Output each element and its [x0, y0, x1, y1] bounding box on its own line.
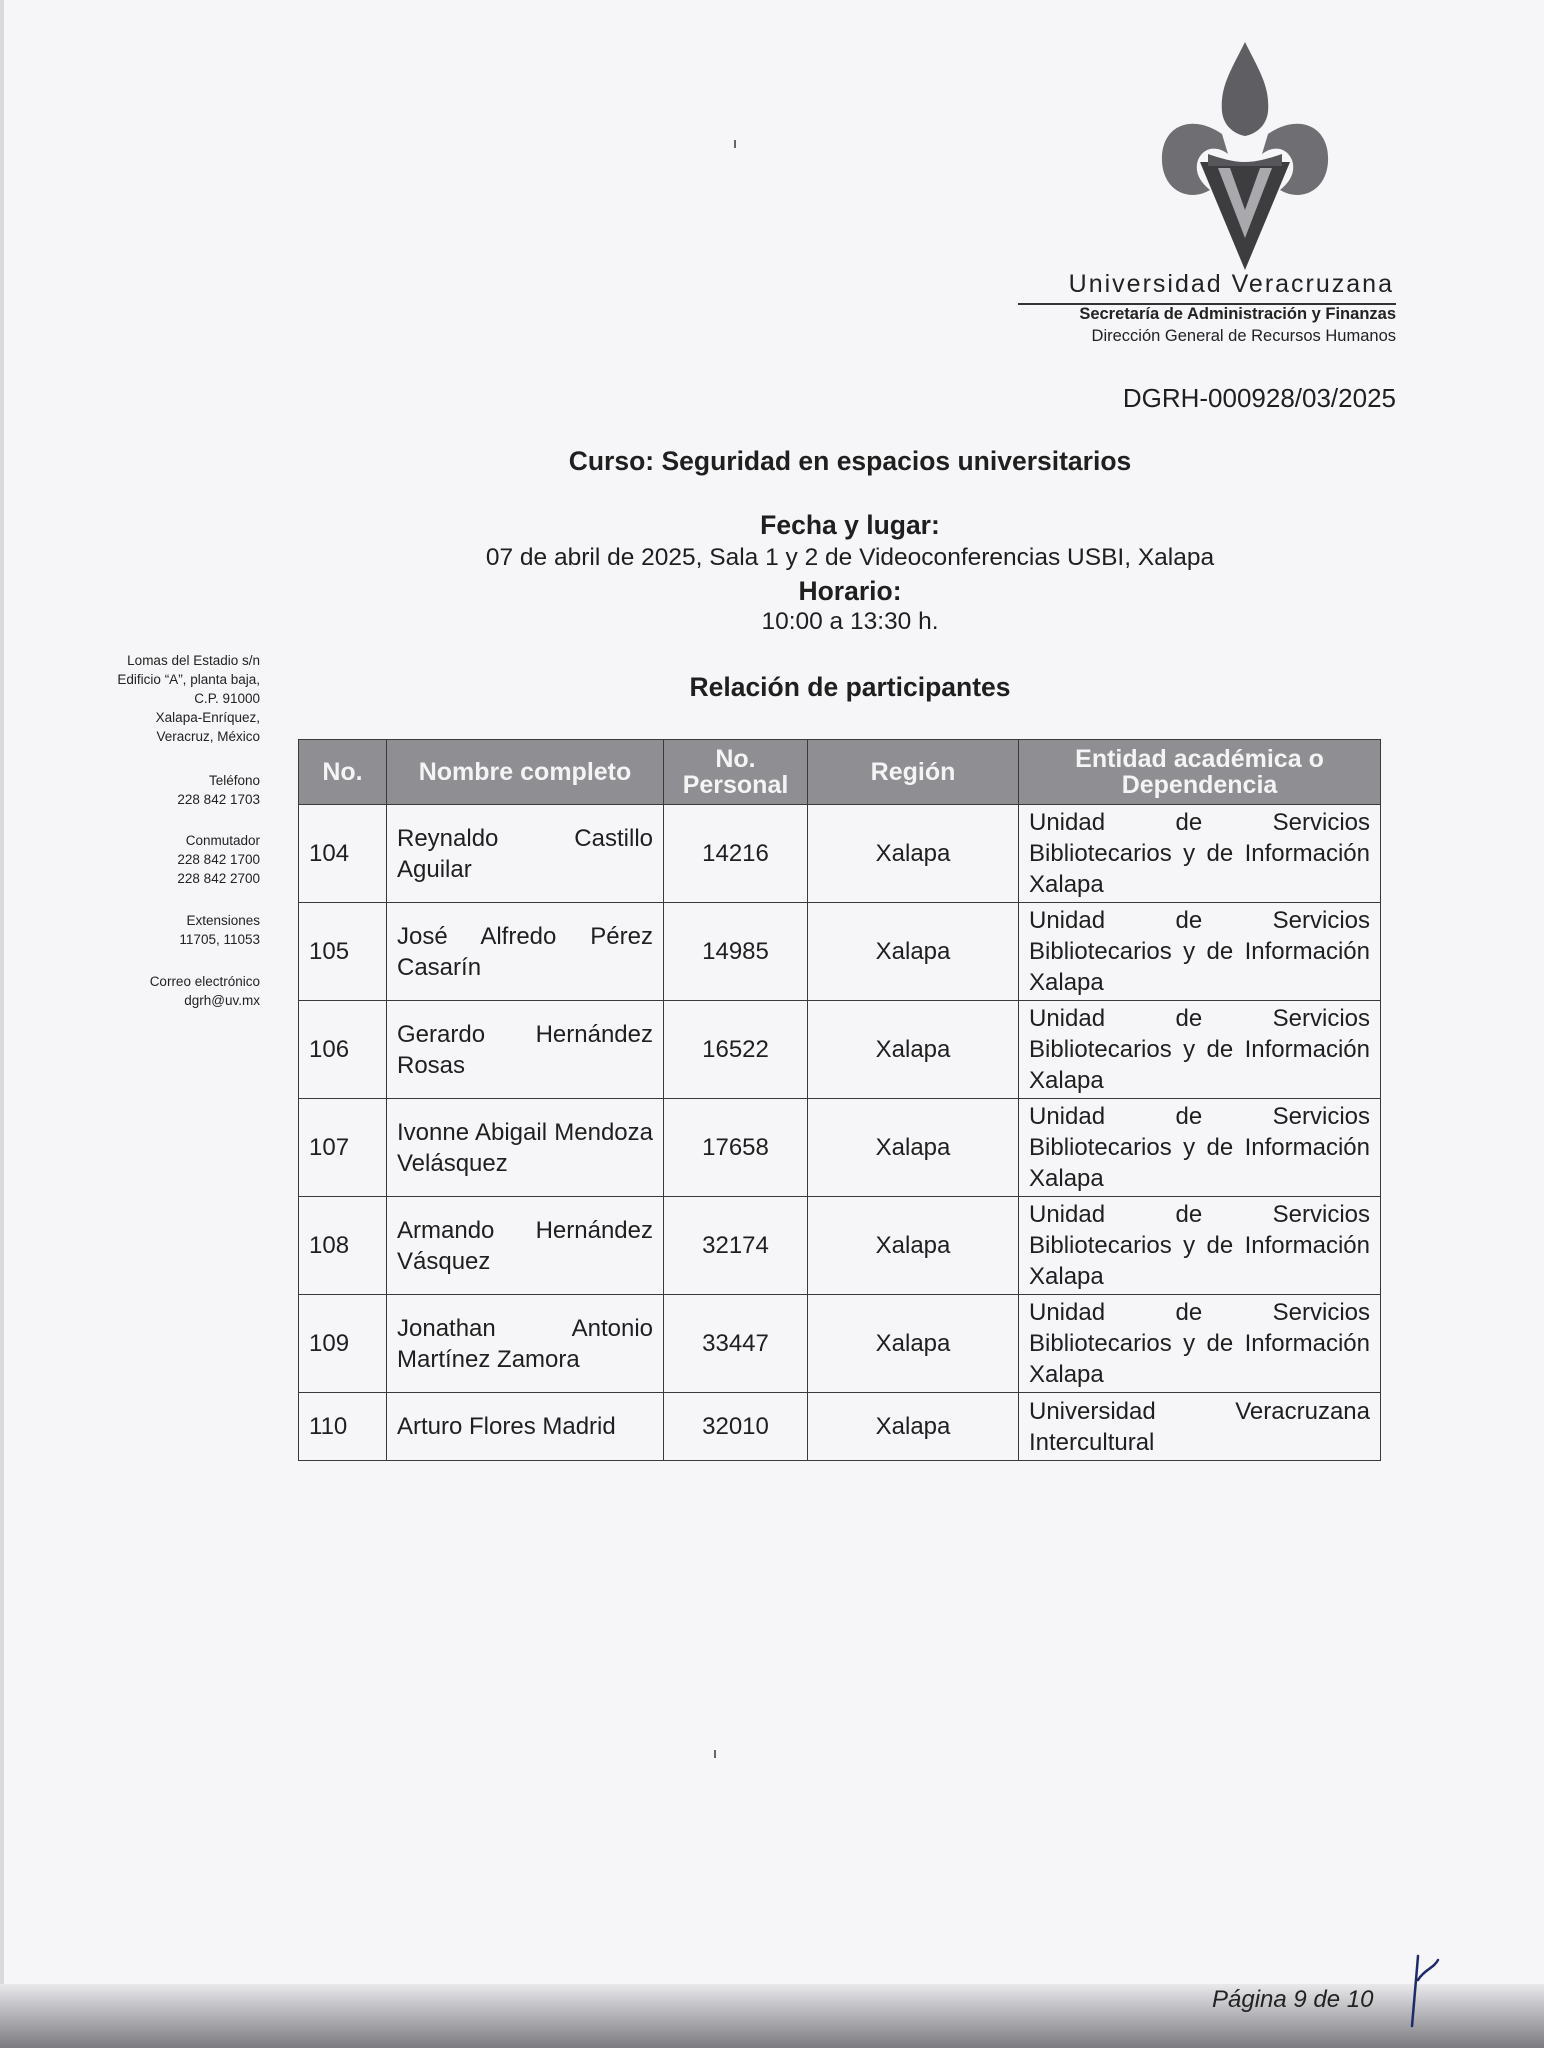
cell-no: 104 [299, 805, 387, 903]
sidebar-extensions [20, 911, 260, 949]
cell-personal: 32174 [664, 1197, 808, 1295]
cell-personal: 14216 [664, 805, 808, 903]
address-line: C.P. 91000 [194, 691, 260, 706]
table-row [299, 903, 1381, 1001]
cell-no: 107 [299, 1099, 387, 1197]
address-line: Xalapa-Enríquez, [155, 710, 260, 725]
cell-region: Xalapa [808, 805, 1019, 903]
table-row [299, 805, 1381, 903]
cell-entity: Universidad Veracruzana Intercultural [1019, 1393, 1381, 1461]
cell-no: 105 [299, 903, 387, 1001]
cell-no: 106 [299, 1001, 387, 1099]
cell-no: 110 [299, 1393, 387, 1461]
time-value: 10:00 a 13:30 h. [761, 608, 939, 635]
cell-personal: 16522 [664, 1001, 808, 1099]
cell-region: Xalapa [808, 1197, 1019, 1295]
cell-name: Jonathan Antonio Martínez Zamora [387, 1295, 664, 1393]
sidebar-email [20, 972, 260, 1010]
cell-entity: Unidad de Servicios Bibliotecarios y de Información Xalapa [1019, 1001, 1381, 1099]
table-row [299, 1393, 1381, 1461]
course-title: Curso: Seguridad en espacios universitarios [568, 446, 1132, 476]
header-name: Nombre completo [387, 740, 664, 805]
cell-no: 108 [299, 1197, 387, 1295]
header-personal: No. Personal [664, 740, 808, 805]
header-no: No. [299, 740, 387, 805]
table-row [299, 1001, 1381, 1099]
phone-number: 228 842 1703 [177, 792, 260, 807]
cell-personal: 17658 [664, 1099, 808, 1197]
header-entity: Entidad académica o Dependencia [1019, 740, 1381, 805]
cell-name: Armando Hernández Vásquez [387, 1197, 664, 1295]
cell-name: José Alfredo Pérez Casarín [387, 903, 664, 1001]
email-value: dgrh@uv.mx [184, 993, 260, 1008]
sidebar-phone [20, 771, 260, 809]
switchboard-number: 228 842 2700 [177, 871, 260, 886]
address-line: Edificio “A”, planta baja, [117, 672, 260, 687]
scan-speck [714, 1750, 716, 1758]
direction-name: Dirección General de Recursos Humanos [1091, 327, 1396, 345]
time-label: Horario: [798, 576, 902, 606]
cell-name: Ivonne Abigail Mendoza Velásquez [387, 1099, 664, 1197]
table-row [299, 1295, 1381, 1393]
cell-entity: Unidad de Servicios Bibliotecarios y de Información Xalapa [1019, 805, 1381, 903]
cell-region: Xalapa [808, 1295, 1019, 1393]
cell-personal: 14985 [664, 903, 808, 1001]
email-label: Correo electrónico [149, 974, 260, 989]
scan-edge [0, 0, 4, 2048]
cell-no: 109 [299, 1295, 387, 1393]
table-header-row [299, 740, 1381, 805]
cell-entity: Unidad de Servicios Bibliotecarios y de Información Xalapa [1019, 1099, 1381, 1197]
phone-label: Teléfono [208, 773, 260, 788]
cell-name: Arturo Flores Madrid [387, 1393, 664, 1461]
cell-region: Xalapa [808, 1001, 1019, 1099]
table-row [299, 1099, 1381, 1197]
secretariat-name: Secretaría de Administración y Finanzas [1079, 305, 1396, 323]
cell-personal: 33447 [664, 1295, 808, 1393]
participants-table [298, 739, 1381, 1461]
address-line: Lomas del Estadio s/n [127, 653, 260, 668]
cell-entity: Unidad de Servicios Bibliotecarios y de Información Xalapa [1019, 903, 1381, 1001]
cell-region: Xalapa [808, 903, 1019, 1001]
switchboard-label: Conmutador [185, 833, 260, 848]
handwritten-initial [1404, 1950, 1444, 2030]
cell-entity: Unidad de Servicios Bibliotecarios y de Información Xalapa [1019, 1295, 1381, 1393]
extensions-label: Extensiones [186, 913, 260, 928]
university-logo [1160, 42, 1330, 270]
table-row [299, 1197, 1381, 1295]
date-value: 07 de abril de 2025, Sala 1 y 2 de Videoconferencias USBI, Xalapa [485, 544, 1215, 571]
sidebar-address [20, 651, 260, 746]
date-label: Fecha y lugar: [760, 510, 940, 540]
participants-list-title: Relación de participantes [689, 672, 1011, 702]
page-number: Página 9 de 10 [1212, 1986, 1374, 2013]
cell-region: Xalapa [808, 1393, 1019, 1461]
cell-entity: Unidad de Servicios Bibliotecarios y de Información Xalapa [1019, 1197, 1381, 1295]
cell-region: Xalapa [808, 1099, 1019, 1197]
university-name: Universidad Veracruzana [1068, 270, 1394, 298]
document-code: DGRH-000928/03/2025 [1122, 383, 1396, 413]
scan-speck [734, 140, 736, 148]
sidebar-switchboard [20, 831, 260, 888]
cell-personal: 32010 [664, 1393, 808, 1461]
header-region: Región [808, 740, 1019, 805]
cell-name: Gerardo Hernández Rosas [387, 1001, 664, 1099]
cell-name: Reynaldo Castillo Aguilar [387, 805, 664, 903]
switchboard-number: 228 842 1700 [177, 852, 260, 867]
extensions-value: 11705, 11053 [179, 932, 260, 947]
address-line: Veracruz, México [156, 729, 260, 744]
